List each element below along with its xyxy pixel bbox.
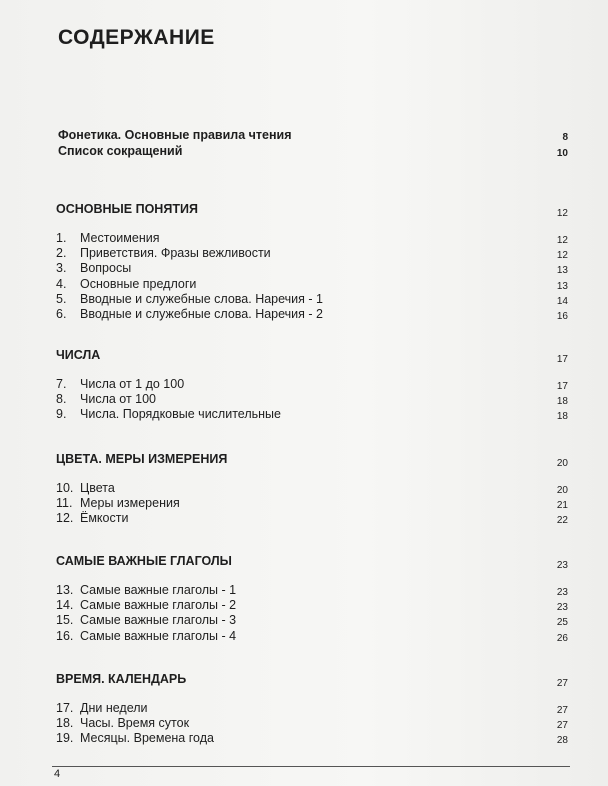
entry-number: 14.	[56, 598, 74, 613]
toc-entry	[0, 731, 608, 747]
entry-title: Вводные и служебные слова. Наречия - 1	[80, 291, 323, 306]
page-number: 10	[556, 148, 568, 159]
toc-entry-label	[56, 613, 236, 627]
toc-entry	[0, 246, 608, 262]
entry-number: 8.	[56, 392, 67, 407]
page-number: 23	[556, 602, 568, 614]
toc-entry-label	[56, 292, 323, 306]
entry-title: Приветствия. Фразы вежливости	[80, 246, 271, 261]
page-number: 16	[556, 311, 568, 322]
page-number: 8	[562, 132, 568, 143]
page-number: 23	[556, 587, 568, 598]
page-number: 12	[556, 208, 568, 219]
toc-intro-entry	[0, 128, 608, 144]
toc-entry	[0, 292, 608, 308]
entry-title: Меры измерения	[80, 496, 180, 511]
page-number: 27	[556, 678, 568, 689]
toc-entry-label	[56, 629, 236, 643]
toc-section-heading	[0, 202, 608, 218]
toc-section-heading-label: ЧИСЛА	[56, 348, 101, 362]
entry-title: Цвета	[80, 481, 115, 495]
toc-intro-entry-label: Фонетика. Основные правила чтения	[58, 128, 292, 142]
entry-number: 12.	[56, 511, 74, 526]
toc-entry	[0, 392, 608, 408]
entry-title: Самые важные глаголы - 3	[80, 613, 237, 628]
page-number: 25	[556, 617, 568, 629]
entry-title: Часы. Время суток	[80, 716, 190, 731]
page-number: 17	[556, 354, 568, 365]
entry-number: 16.	[56, 628, 74, 643]
toc-section-heading-label: САМЫЕ ВАЖНЫЕ ГЛАГОЛЫ	[56, 554, 232, 568]
entry-title: Самые важные глаголы - 1	[80, 583, 237, 597]
toc-entry	[0, 481, 608, 497]
toc-entry-label	[56, 246, 271, 260]
page-number: 23	[556, 560, 568, 571]
page-number: 27	[556, 720, 568, 732]
page-number: 14	[556, 295, 568, 307]
toc-entry-label	[56, 511, 128, 525]
entry-title: Местоимения	[80, 231, 160, 245]
toc-entry	[0, 583, 608, 599]
toc-entry	[0, 261, 608, 277]
entry-number: 9.	[56, 407, 67, 422]
toc-section-heading-label: ОСНОВНЫЕ ПОНЯТИЯ	[56, 202, 198, 216]
entry-number: 10.	[56, 481, 74, 495]
toc-entry-label	[56, 407, 281, 421]
entry-title: Числа от 1 до 100	[80, 377, 185, 391]
entry-title: Ёмкости	[80, 511, 129, 526]
toc-entry	[0, 307, 608, 323]
toc-section-heading	[0, 452, 608, 468]
toc-entry	[0, 407, 608, 423]
toc-entry-label	[56, 731, 214, 745]
toc-entry	[0, 496, 608, 512]
page-number: 13	[556, 280, 568, 292]
toc-section-heading	[0, 554, 608, 570]
entry-number: 7.	[56, 377, 67, 391]
entry-title: Дни недели	[80, 701, 148, 715]
page-number: 12	[556, 250, 568, 262]
entry-number: 15.	[56, 613, 74, 628]
entry-number: 11.	[56, 496, 73, 511]
entry-title: Числа. Порядковые числительные	[80, 407, 281, 422]
toc-entry-label	[56, 377, 184, 391]
page-number: 22	[556, 515, 568, 527]
page-number: 13	[556, 265, 568, 277]
toc-entry-label	[56, 231, 159, 245]
entry-title: Числа от 100	[80, 392, 157, 407]
entry-title: Вопросы	[80, 261, 132, 276]
toc-entry	[0, 629, 608, 645]
page-number: 18	[556, 396, 568, 408]
toc-entry-label	[56, 261, 131, 275]
entry-number: 4.	[56, 276, 67, 291]
toc-entry-label	[56, 392, 156, 406]
entry-number: 3.	[56, 261, 67, 276]
toc-section-heading	[0, 348, 608, 364]
toc-entry	[0, 511, 608, 527]
footer-page-number: 4	[54, 768, 61, 780]
toc-entry-label	[56, 598, 236, 612]
toc-entry-label	[56, 277, 196, 291]
toc-entry-label	[56, 481, 115, 495]
toc-entry	[0, 701, 608, 717]
page-number: 28	[556, 735, 568, 747]
entry-title: Вводные и служебные слова. Наречия - 2	[80, 307, 323, 321]
entry-number: 6.	[56, 307, 67, 321]
toc-section-heading-label: ВРЕМЯ. КАЛЕНДАРЬ	[56, 672, 187, 686]
page-number: 12	[556, 235, 568, 246]
page-number: 20	[556, 458, 568, 469]
toc-entry	[0, 277, 608, 293]
toc-section-heading-label: ЦВЕТА. МЕРЫ ИЗМЕРЕНИЯ	[56, 452, 228, 466]
toc-entry-label	[56, 716, 189, 730]
entry-number: 19.	[56, 731, 74, 746]
entry-title: Самые важные глаголы - 2	[80, 598, 237, 613]
entry-number: 17.	[56, 701, 74, 715]
entry-number: 13.	[56, 583, 74, 597]
toc-intro-entry	[0, 144, 608, 160]
page-number: 17	[556, 381, 568, 392]
toc-entry-label	[56, 583, 236, 597]
toc-intro-entry-label: Список сокращений	[58, 144, 183, 158]
toc-entry	[0, 598, 608, 614]
entry-number: 2.	[56, 246, 67, 261]
toc-entry	[0, 613, 608, 629]
page-title: СОДЕРЖАНИЕ	[58, 26, 215, 49]
entry-title: Самые важные глаголы - 4	[80, 628, 237, 643]
toc-entry	[0, 377, 608, 393]
entry-number: 5.	[56, 291, 67, 306]
page-number: 20	[556, 485, 568, 496]
toc-entry	[0, 231, 608, 247]
entry-title: Месяцы. Времена года	[80, 731, 214, 746]
footer-divider	[52, 766, 570, 767]
toc-entry-label	[56, 701, 148, 715]
page-number: 26	[556, 632, 568, 644]
page-number: 27	[556, 705, 568, 716]
toc-entry-label	[56, 307, 323, 321]
toc-entry-label	[56, 496, 180, 510]
entry-title: Основные предлоги	[80, 276, 197, 291]
page-number: 18	[556, 411, 568, 423]
toc-section-heading	[0, 672, 608, 688]
entry-number: 18.	[56, 716, 74, 731]
page-number: 21	[556, 500, 568, 512]
entry-number: 1.	[56, 231, 67, 245]
toc-entry	[0, 716, 608, 732]
